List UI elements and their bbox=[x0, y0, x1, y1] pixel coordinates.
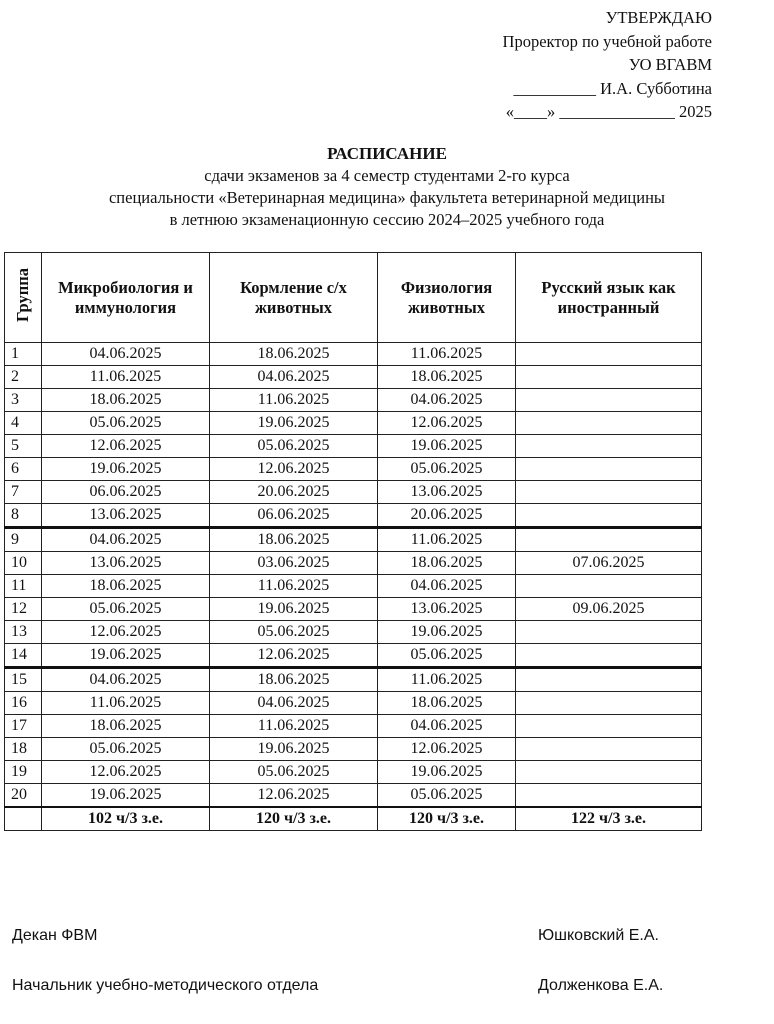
exam-date-cell: 19.06.2025 bbox=[42, 458, 210, 481]
exam-date-cell: 04.06.2025 bbox=[42, 343, 210, 366]
exam-date-cell: 11.06.2025 bbox=[378, 668, 516, 692]
exam-date-cell: 04.06.2025 bbox=[210, 366, 378, 389]
document-title-block bbox=[0, 143, 774, 231]
exam-date-cell: 04.06.2025 bbox=[210, 692, 378, 715]
exam-date-cell: 04.06.2025 bbox=[378, 575, 516, 598]
group-number: 4 bbox=[5, 412, 42, 435]
group-number: 10 bbox=[5, 552, 42, 575]
exam-date-cell: 03.06.2025 bbox=[210, 552, 378, 575]
exam-date-cell: 19.06.2025 bbox=[210, 738, 378, 761]
table-row bbox=[5, 343, 702, 366]
russian-column-header: Русский язык как иностранный bbox=[516, 253, 702, 343]
exam-date-cell: 04.06.2025 bbox=[378, 715, 516, 738]
exam-date-cell bbox=[516, 481, 702, 504]
group-number: 6 bbox=[5, 458, 42, 481]
exam-date-cell bbox=[516, 389, 702, 412]
totals-row bbox=[5, 807, 702, 831]
table-row bbox=[5, 575, 702, 598]
exam-date-cell bbox=[516, 621, 702, 644]
exam-date-cell: 18.06.2025 bbox=[378, 366, 516, 389]
exam-date-cell: 11.06.2025 bbox=[42, 366, 210, 389]
document-subtitle-2: специальности «Ветеринарная медицина» факультета ветеринарной медицины bbox=[108, 188, 666, 207]
exam-date-cell bbox=[516, 366, 702, 389]
group-number: 13 bbox=[5, 621, 42, 644]
exam-date-cell bbox=[516, 412, 702, 435]
table-row bbox=[5, 738, 702, 761]
exam-date-cell: 07.06.2025 bbox=[516, 552, 702, 575]
exam-date-cell bbox=[516, 343, 702, 366]
group-number: 9 bbox=[5, 528, 42, 552]
exam-date-cell: 20.06.2025 bbox=[210, 481, 378, 504]
document-subtitle-3: в летнюю экзаменационную сессию 2024–2025 учебного года bbox=[169, 210, 605, 229]
group-number: 14 bbox=[5, 644, 42, 668]
group-number: 2 bbox=[5, 366, 42, 389]
exam-date-cell: 05.06.2025 bbox=[378, 644, 516, 668]
exam-date-cell: 04.06.2025 bbox=[42, 668, 210, 692]
exam-date-cell: 12.06.2025 bbox=[42, 435, 210, 458]
exam-date-cell: 05.06.2025 bbox=[378, 784, 516, 808]
total-hours-cell: 122 ч/3 з.е. bbox=[516, 807, 702, 831]
table-row bbox=[5, 412, 702, 435]
table-row bbox=[5, 504, 702, 528]
exam-date-cell bbox=[516, 575, 702, 598]
exam-date-cell bbox=[516, 435, 702, 458]
exam-date-cell: 18.06.2025 bbox=[378, 552, 516, 575]
exam-date-cell bbox=[516, 504, 702, 528]
exam-date-cell: 05.06.2025 bbox=[378, 458, 516, 481]
exam-date-cell: 12.06.2025 bbox=[210, 784, 378, 808]
exam-date-cell: 11.06.2025 bbox=[378, 528, 516, 552]
exam-date-cell: 05.06.2025 bbox=[42, 412, 210, 435]
approval-date: «____» ______________ 2025 bbox=[505, 102, 712, 121]
dean-title: Декан ФВМ bbox=[12, 927, 98, 944]
approval-heading: УТВЕРЖДАЮ bbox=[605, 8, 712, 27]
document-subtitle-1: сдачи экзаменов за 4 семестр студентами 2-го курса bbox=[204, 166, 570, 185]
total-hours-cell: 120 ч/3 з.е. bbox=[210, 807, 378, 831]
exam-date-cell: 13.06.2025 bbox=[378, 598, 516, 621]
exam-date-cell: 20.06.2025 bbox=[378, 504, 516, 528]
group-number: 15 bbox=[5, 668, 42, 692]
table-row bbox=[5, 366, 702, 389]
exam-date-cell: 18.06.2025 bbox=[42, 575, 210, 598]
exam-date-cell: 05.06.2025 bbox=[210, 761, 378, 784]
table-row bbox=[5, 552, 702, 575]
exam-date-cell: 13.06.2025 bbox=[42, 552, 210, 575]
approval-signatory: __________ И.А. Субботина bbox=[513, 78, 712, 98]
table-row bbox=[5, 621, 702, 644]
approval-block bbox=[503, 6, 712, 124]
group-number: 19 bbox=[5, 761, 42, 784]
exam-date-cell: 11.06.2025 bbox=[210, 575, 378, 598]
exam-date-cell: 04.06.2025 bbox=[42, 528, 210, 552]
group-number: 3 bbox=[5, 389, 42, 412]
exam-date-cell: 19.06.2025 bbox=[210, 598, 378, 621]
dean-name: Юшковский Е.А. bbox=[538, 927, 659, 944]
exam-date-cell: 11.06.2025 bbox=[378, 343, 516, 366]
exam-date-cell: 19.06.2025 bbox=[42, 644, 210, 668]
exam-date-cell: 13.06.2025 bbox=[378, 481, 516, 504]
exam-date-cell: 04.06.2025 bbox=[378, 389, 516, 412]
table-row bbox=[5, 458, 702, 481]
group-number: 12 bbox=[5, 598, 42, 621]
physiology-column-header: Физиология животных bbox=[378, 253, 516, 343]
group-number: 16 bbox=[5, 692, 42, 715]
exam-date-cell: 12.06.2025 bbox=[42, 621, 210, 644]
group-number: 20 bbox=[5, 784, 42, 808]
exam-date-cell: 18.06.2025 bbox=[210, 343, 378, 366]
exam-schedule-table bbox=[4, 252, 702, 831]
exam-date-cell: 09.06.2025 bbox=[516, 598, 702, 621]
exam-date-cell bbox=[516, 668, 702, 692]
total-hours-cell: 120 ч/3 з.е. bbox=[378, 807, 516, 831]
exam-date-cell: 06.06.2025 bbox=[42, 481, 210, 504]
table-row bbox=[5, 481, 702, 504]
total-hours-cell: 102 ч/3 з.е. bbox=[42, 807, 210, 831]
exam-date-cell bbox=[516, 644, 702, 668]
exam-date-cell bbox=[516, 692, 702, 715]
exam-date-cell bbox=[516, 738, 702, 761]
exam-date-cell: 11.06.2025 bbox=[210, 715, 378, 738]
exam-date-cell: 12.06.2025 bbox=[378, 738, 516, 761]
exam-date-cell: 18.06.2025 bbox=[42, 715, 210, 738]
table-row bbox=[5, 715, 702, 738]
group-number: 5 bbox=[5, 435, 42, 458]
exam-date-cell bbox=[516, 761, 702, 784]
head-title: Начальник учебно-методического отдела bbox=[12, 977, 319, 994]
exam-date-cell bbox=[516, 528, 702, 552]
exam-date-cell: 18.06.2025 bbox=[210, 528, 378, 552]
exam-date-cell: 19.06.2025 bbox=[42, 784, 210, 808]
group-number: 1 bbox=[5, 343, 42, 366]
exam-date-cell: 06.06.2025 bbox=[210, 504, 378, 528]
exam-date-cell: 18.06.2025 bbox=[210, 668, 378, 692]
exam-date-cell: 18.06.2025 bbox=[378, 692, 516, 715]
document-title: РАСПИСАНИЕ bbox=[327, 144, 447, 163]
exam-date-cell: 12.06.2025 bbox=[210, 644, 378, 668]
exam-date-cell: 12.06.2025 bbox=[42, 761, 210, 784]
microbiology-column-header: Микробиология и иммунология bbox=[42, 253, 210, 343]
head-name: Долженкова Е.А. bbox=[538, 977, 664, 994]
table-row bbox=[5, 389, 702, 412]
table-header-row bbox=[5, 253, 702, 343]
exam-date-cell: 11.06.2025 bbox=[42, 692, 210, 715]
group-number: 11 bbox=[5, 575, 42, 598]
table-row bbox=[5, 644, 702, 668]
group-number: 18 bbox=[5, 738, 42, 761]
exam-date-cell: 13.06.2025 bbox=[42, 504, 210, 528]
exam-date-cell: 19.06.2025 bbox=[378, 435, 516, 458]
group-number: 7 bbox=[5, 481, 42, 504]
table-row bbox=[5, 598, 702, 621]
total-hours-cell bbox=[5, 807, 42, 831]
exam-date-cell bbox=[516, 784, 702, 808]
table-row bbox=[5, 761, 702, 784]
exam-date-cell bbox=[516, 458, 702, 481]
exam-date-cell bbox=[516, 715, 702, 738]
group-number: 17 bbox=[5, 715, 42, 738]
approval-position: Проректор по учебной работе bbox=[502, 31, 712, 51]
exam-date-cell: 12.06.2025 bbox=[210, 458, 378, 481]
exam-date-cell: 12.06.2025 bbox=[378, 412, 516, 435]
table-row bbox=[5, 668, 702, 692]
exam-date-cell: 11.06.2025 bbox=[210, 389, 378, 412]
exam-date-cell: 18.06.2025 bbox=[42, 389, 210, 412]
table-row bbox=[5, 692, 702, 715]
group-number: 8 bbox=[5, 504, 42, 528]
table-row bbox=[5, 435, 702, 458]
exam-date-cell: 19.06.2025 bbox=[210, 412, 378, 435]
feeding-column-header: Кормление с/х животных bbox=[210, 253, 378, 343]
exam-date-cell: 19.06.2025 bbox=[378, 761, 516, 784]
group-column-header: Группа bbox=[5, 253, 42, 343]
exam-date-cell: 05.06.2025 bbox=[210, 435, 378, 458]
table-row bbox=[5, 784, 702, 808]
exam-date-cell: 05.06.2025 bbox=[210, 621, 378, 644]
exam-date-cell: 05.06.2025 bbox=[42, 598, 210, 621]
approval-institution: УО ВГАВМ bbox=[628, 55, 712, 74]
exam-date-cell: 19.06.2025 bbox=[378, 621, 516, 644]
table-row bbox=[5, 528, 702, 552]
exam-date-cell: 05.06.2025 bbox=[42, 738, 210, 761]
